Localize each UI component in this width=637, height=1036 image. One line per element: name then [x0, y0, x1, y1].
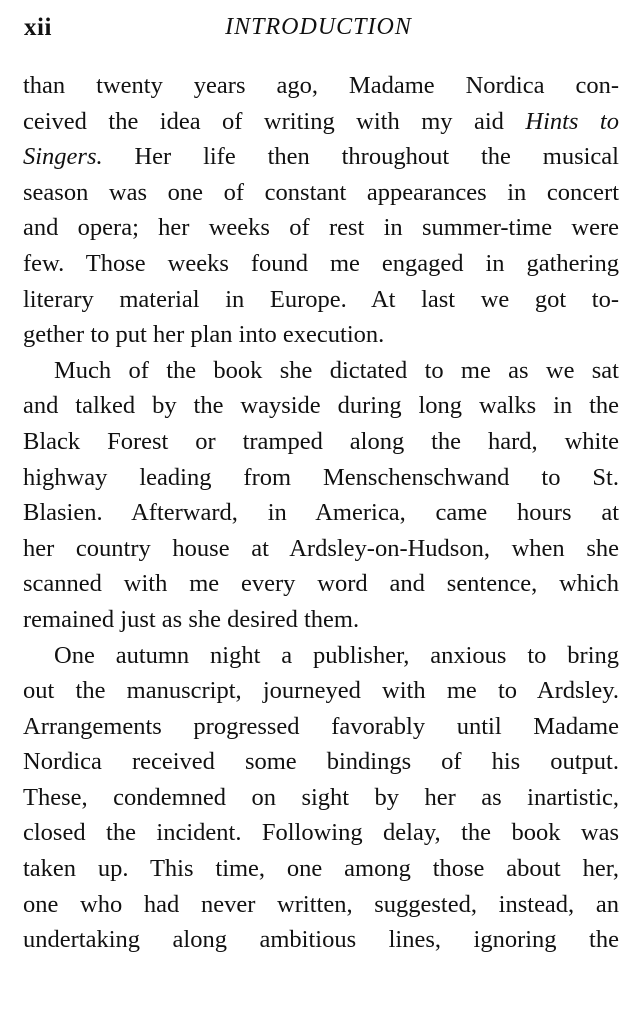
text-line: scanned with me every word and sentence, which: [23, 570, 619, 598]
text-line: out the manuscript, journeyed with me to Ardsley.: [23, 677, 619, 705]
text-line: and talked by the wayside during long walks in the: [23, 392, 619, 420]
text-line: Much of the book she dictated to me as we sat: [54, 356, 619, 384]
text-line: her country house at Ardsley-on-Hudson, when she: [23, 534, 619, 562]
text-line: Nordica received some bindings of his output.: [23, 748, 619, 776]
text-line: Blasien. Afterward, in America, came hours at: [23, 499, 619, 527]
text-line: gether to put her plan into execution.: [23, 321, 385, 349]
text-line: and opera; her weeks of rest in summer-time were: [23, 214, 619, 242]
body-text: [23, 68, 619, 958]
text-line: few. Those weeks found me engaged in gathering: [23, 249, 619, 277]
paragraph: [23, 638, 619, 958]
paragraph: [23, 353, 619, 638]
page-number: xii: [24, 14, 52, 41]
text-line: undertaking along ambitious lines, ignoring the: [23, 926, 619, 954]
running-head: INTRODUCTION: [225, 14, 412, 40]
text-line: closed the incident. Following delay, the book was: [23, 819, 619, 847]
text-line: These, condemned on sight by her as inartistic,: [23, 783, 619, 811]
page-header: [0, 0, 637, 60]
text-line: remained just as she desired them.: [23, 605, 360, 633]
paragraph: [23, 68, 619, 353]
text-line: one who had never written, suggested, instead, an: [23, 890, 619, 918]
text-line: One autumn night a publisher, anxious to bring: [54, 641, 619, 669]
text-line: season was one of constant appearances in concert: [23, 178, 619, 206]
text-line: taken up. This time, one among those about her,: [23, 855, 619, 883]
text-line: literary material in Europe. At last we got to-: [23, 285, 619, 313]
text-line: Black Forest or tramped along the hard, white: [23, 427, 619, 455]
text-line: ceived the idea of writing with my aid Hints to: [23, 107, 619, 135]
text-line: Singers. Her life then throughout the musical: [23, 143, 619, 171]
text-line: than twenty years ago, Madame Nordica con-: [23, 72, 619, 99]
text-line: highway leading from Menschenschwand to St.: [23, 463, 619, 491]
text-line: Arrangements progressed favorably until Madame: [23, 712, 619, 740]
